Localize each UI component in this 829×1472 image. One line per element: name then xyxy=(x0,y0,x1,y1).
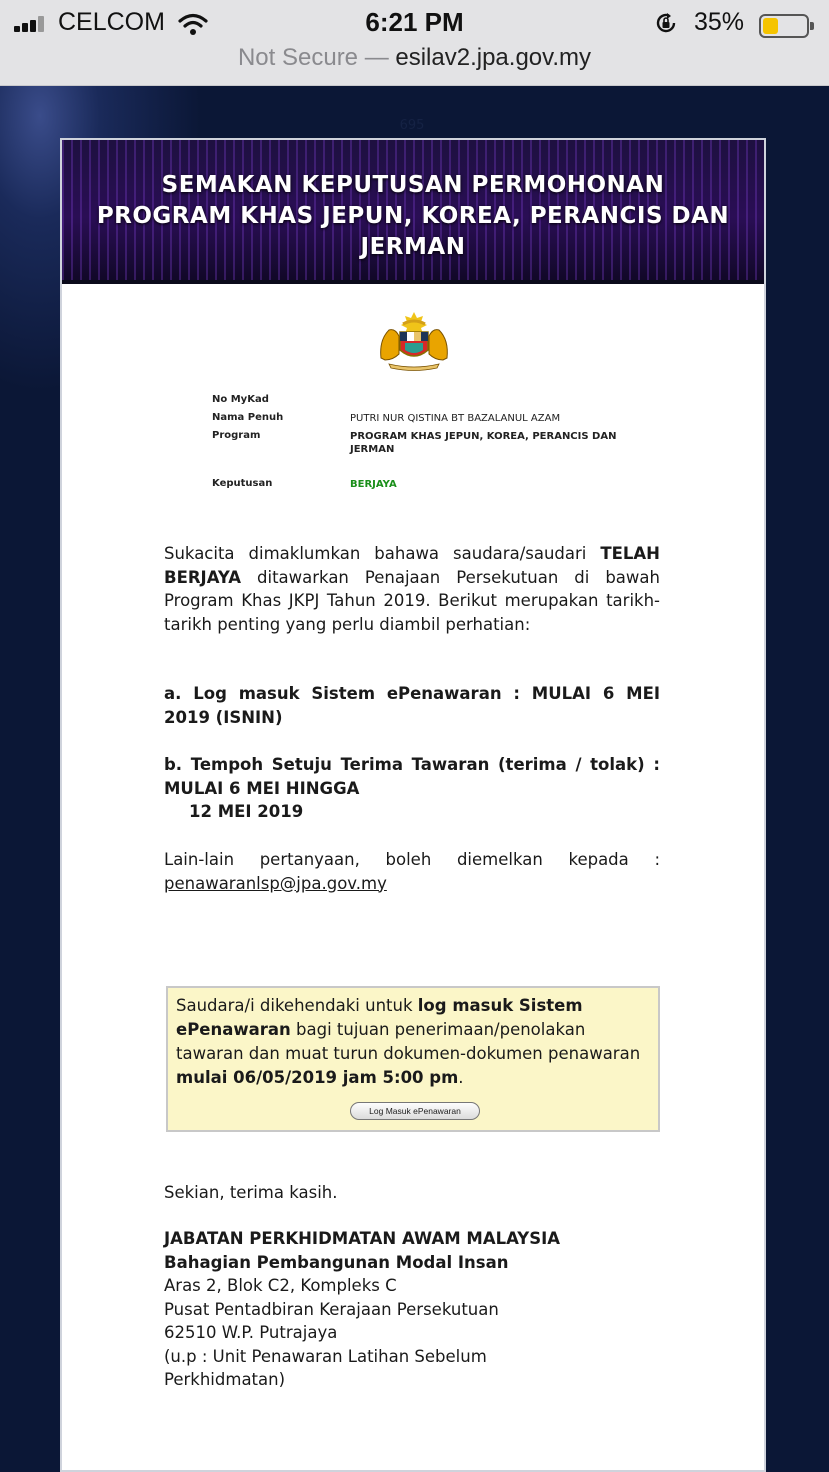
notice-text xyxy=(176,994,646,1090)
address-line: Pusat Pentadbiran Kerajaan Persekutuan xyxy=(164,1299,499,1319)
name-label: Nama Penuh xyxy=(212,412,284,423)
header-banner xyxy=(62,140,764,284)
para-prefix: Sukacita dimaklumkan bahawa saudara/saudari xyxy=(164,544,587,563)
item-b-line2: 12 MEI 2019 xyxy=(189,802,304,821)
title-line-1: SEMAKAN KEPUTUSAN PERMOHONAN xyxy=(161,172,665,198)
battery-level xyxy=(763,18,778,34)
notice-t2: bagi tujuan penerimaan/penolakan tawaran dan muat turun dokumen-dokumen penawaran xyxy=(176,1020,641,1063)
notice-t1: Saudara/i dikehendaki untuk xyxy=(176,996,418,1015)
visitor-counter: 695 xyxy=(399,118,425,133)
enquiry-email-link[interactable]: penawaranlsp@jpa.gov.my xyxy=(164,873,387,893)
login-notice-box xyxy=(166,986,660,1132)
applicant-info xyxy=(212,394,632,496)
battery-icon xyxy=(759,14,809,38)
address-line: Perkhidmatan) xyxy=(164,1370,286,1389)
info-row-mykad xyxy=(212,394,632,412)
notice-b1: log masuk Sistem ePenawaran xyxy=(176,996,583,1039)
info-row-program xyxy=(212,430,632,478)
security-indicator: Not Secure xyxy=(237,44,359,71)
mykad-label: No MyKad xyxy=(212,394,269,405)
rotation-lock-icon xyxy=(654,11,678,35)
battery-percent: 35% xyxy=(694,8,745,36)
decision-status-badge: BERJAYA xyxy=(350,479,397,490)
para-suffix: ditawarkan Penajaan Persekutuan di bawah Program Khas JKPJ Tahun 2019. Berikut merupakan tarikh-tarikh penting yang perlu diambil perhatian: xyxy=(164,567,660,634)
status-row xyxy=(0,6,829,40)
item-b xyxy=(164,753,660,824)
offer-paragraph xyxy=(164,542,660,636)
signature-division: Bahagian Pembangunan Modal Insan xyxy=(164,1252,509,1272)
address-line: (u.p : Unit Penawaran Latihan Sebelum xyxy=(164,1346,487,1366)
address-line: Aras 2, Blok C2, Kompleks C xyxy=(164,1276,397,1295)
program-value: PROGRAM KHAS JEPUN, KOREA, PERANCIS DAN JERMAN xyxy=(350,431,617,455)
malaysia-coat-of-arms-icon xyxy=(375,310,453,372)
item-a: a. Log masuk Sistem ePenawaran : MULAI 6 MEI 2019 (ISNIN) xyxy=(164,684,660,727)
url-separator: — xyxy=(364,44,389,71)
info-row-decision xyxy=(212,478,632,496)
title-line-2: PROGRAM KHAS JEPUN, KOREA, PERANCIS DAN xyxy=(96,203,730,229)
status-time: 6:21 PM xyxy=(365,7,464,37)
item-b-line1: b. Tempoh Setuju Terima Tawaran (terima / tolak) : MULAI 6 MEI HINGGA xyxy=(164,755,660,798)
decision-label: Keputusan xyxy=(212,478,273,489)
carrier-name: CELCOM xyxy=(58,8,165,36)
title-line-3: JERMAN xyxy=(360,234,466,260)
notice-b2: mulai 06/05/2019 jam 5:00 pm xyxy=(176,1068,459,1087)
enquiry-block xyxy=(164,848,660,895)
closing-text: Sekian, terima kasih. xyxy=(164,1183,338,1202)
info-row-name xyxy=(212,412,632,430)
ios-status-bar xyxy=(0,0,829,86)
url-domain: esilav2.jpa.gov.my xyxy=(395,44,592,71)
result-card xyxy=(60,138,766,1472)
para-bold: TELAH BERJAYA xyxy=(164,544,660,587)
login-epenawaran-button[interactable]: Log Masuk ePenawaran xyxy=(350,1102,480,1120)
signature-org: JABATAN PERKHIDMATAN AWAM MALAYSIA xyxy=(164,1229,561,1248)
address-line: 62510 W.P. Putrajaya xyxy=(164,1323,338,1342)
name-value: PUTRI NUR QISTINA BT BAZALANUL AZAM xyxy=(350,413,561,424)
program-label: Program xyxy=(212,430,261,441)
notice-t3: . xyxy=(458,1068,464,1087)
address-bar[interactable] xyxy=(0,44,829,76)
enquiry-text: Lain-lain pertanyaan, boleh diemelkan kepada : xyxy=(164,850,660,869)
page-title xyxy=(62,170,764,263)
signature-block xyxy=(164,1227,660,1392)
